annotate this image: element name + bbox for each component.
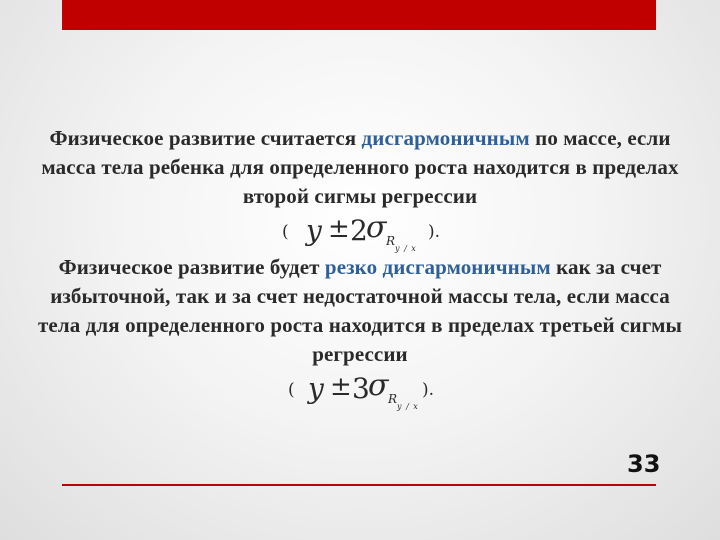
formula2-sub-subscript: y / x	[397, 402, 419, 411]
formula2-sigma: σ	[368, 368, 389, 403]
top-accent-bar	[62, 0, 656, 30]
bottom-divider	[62, 484, 656, 486]
formula2-variable: y	[308, 372, 324, 405]
paragraph1-text-before: Физическое развитие считается	[49, 126, 362, 150]
formula1-plus-minus: ±	[328, 214, 350, 244]
paragraph1-highlight: дисгармоничным	[361, 126, 530, 150]
paragraph2-text-after: как за счет избыточной, так и за счет недостаточной массы тела, если масса тела для определенного роста находится в пределах третьей сигмы регрессии	[38, 255, 682, 366]
formula1-coefficient: 2	[350, 214, 368, 247]
slide-number: 33	[627, 450, 661, 478]
formula1-open-paren: (	[282, 222, 289, 242]
formula1-close-paren: ).	[428, 222, 441, 242]
formula1-sub-subscript: y / x	[395, 244, 417, 253]
formula2-plus-minus: ±	[330, 372, 352, 402]
formula1-subscript: R	[386, 234, 396, 248]
formula2-close-paren: ).	[422, 380, 435, 400]
paragraph2-highlight: резко дисгармоничным	[324, 255, 551, 279]
formula2-coefficient: 3	[352, 372, 370, 405]
formula1-sigma: σ	[366, 210, 387, 245]
paragraph-disharmonious	[30, 124, 690, 211]
formula2-open-paren: (	[288, 380, 295, 400]
paragraph-sharply-disharmonious	[30, 253, 690, 369]
paragraph1-text-after: по массе, если масса тела ребенка для определенного роста находится в пределах второй сигмы регрессии	[41, 126, 679, 208]
paragraph2-text-before: Физическое развитие будет	[58, 255, 325, 279]
formula2-subscript: R	[388, 392, 398, 406]
formula1-variable: y	[306, 214, 322, 247]
